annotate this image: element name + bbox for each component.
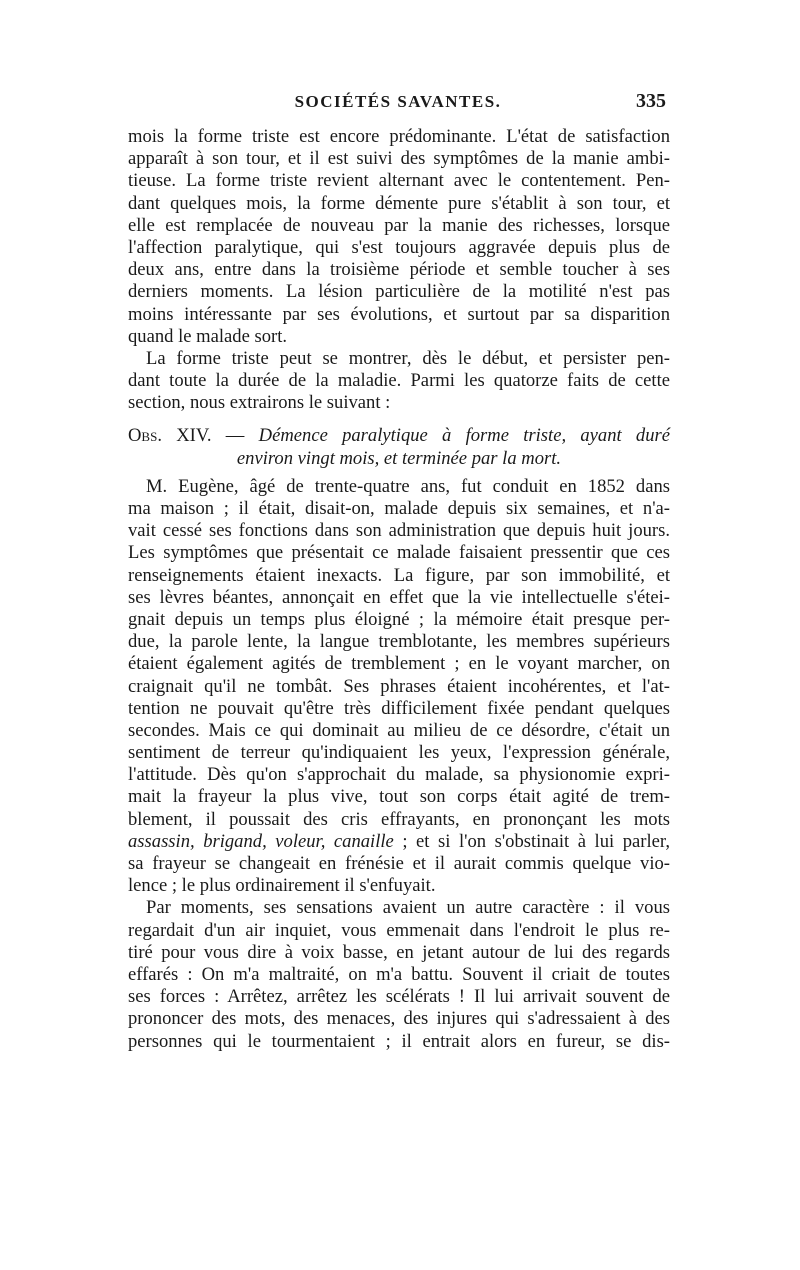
spacer (128, 414, 670, 425)
text-line: renseignements étaient inexacts. La figure, par son immobilité, et (128, 564, 670, 586)
text-line: tieuse. La forme triste revient alternant avec le contentement. Pen- (128, 170, 670, 192)
text-line: ses lèvres béantes, annonçait en effet que la vie intellectuelle s'étei- (128, 586, 670, 608)
text-line: blement, il poussait des cris effrayants, en prononçant les mots (128, 808, 670, 830)
text-line: effarés : On m'a maltraité, on m'a battu. Souvent il criait de toutes (128, 963, 670, 985)
text-line: mait la frayeur la plus vive, tout son corps était agité de trem- (128, 786, 670, 808)
text-line: sentiment de terreur qu'indiquaient les yeux, l'expression générale, (128, 742, 670, 764)
observation-label: Obs. XIV. (128, 425, 212, 447)
observation-title-line-2: environ vingt mois, et terminée par la mort. (236, 447, 562, 469)
running-title: SOCIÉTÉS SAVANTES. (294, 92, 502, 111)
text-line: gnait depuis un temps plus éloigné ; la mémoire était presque per- (128, 608, 670, 630)
text-line: ses forces : Arrêtez, arrêtez les scélérats ! Il lui arrivait souvent de (128, 986, 670, 1008)
text-line: sa frayeur se changeait en frénésie et il aurait commis quelque vio- (128, 853, 670, 874)
text-line: quand le malade sort. (128, 325, 288, 347)
text-line: dant toute la durée de la maladie. Parmi les quatorze faits de cette (128, 370, 670, 392)
text-line: personnes qui le tourmentaient ; il entrait alors en fureur, se dis- (128, 1030, 670, 1052)
text-line: secondes. Mais ce qui dominait au milieu de ce désordre, c'était un (128, 719, 670, 741)
text-line: mois la forme triste est encore prédominante. L'état de satisfaction (128, 126, 670, 147)
text-line: regardait d'un air inquiet, vous emmenait dans l'endroit le plus re- (128, 919, 670, 941)
text-line: lence ; le plus ordinairement il s'enfuyait. (128, 875, 436, 897)
observation-heading (128, 425, 670, 469)
text-line: l'attitude. Dès qu'on s'approchait du malade, sa physionomie expri- (128, 764, 670, 786)
page-header (128, 92, 668, 118)
line-rest: ; et si l'on s'obstinait à lui parler, (393, 830, 670, 852)
text-line: apparaît à son tour, et il est suivi des symptômes de la manie ambi- (128, 148, 670, 170)
text-line (128, 831, 670, 853)
text-line: due, la parole lente, la langue tremblotante, les membres supérieurs (128, 631, 670, 653)
text-line: deux ans, entre dans la troisième période et semble toucher à ses (128, 259, 670, 281)
page-number: 335 (636, 90, 666, 112)
body-text (128, 126, 670, 1053)
observation-dash: — (225, 425, 245, 447)
text-line: dant quelques mois, la forme démente pure s'établit à son tour, et (128, 192, 670, 214)
text-line: derniers moments. La lésion particulière de la motilité n'est pas (128, 281, 670, 303)
text-line: l'affection paralytique, qui s'est toujours aggravée depuis plus de (128, 236, 670, 258)
italic-words: assassin, brigand, voleur, canaille (128, 830, 394, 852)
text-line: tiré pour vous dire à voix basse, en jetant autour de lui des regards (128, 941, 670, 963)
text-line: Par moments, ses sensations avaient un autre caractère : il vous (146, 897, 670, 919)
text-line: Les symptômes que présentait ce malade faisaient pressentir que ces (128, 542, 670, 564)
text-line: vait cessé ses fonctions dans son administration que depuis huit jours. (128, 520, 670, 542)
text-line: moins intéressante par ses évolutions, et surtout par sa disparition (128, 303, 670, 325)
paragraph-1 (128, 126, 670, 348)
text-line: tention ne pouvait qu'être très difficilement fixée pendant quelques (128, 697, 670, 719)
text-line: craignait qu'il ne tombât. Ses phrases étaient incohérentes, et l'at- (128, 675, 670, 697)
text-line: La forme triste peut se montrer, dès le début, et persister pen- (146, 347, 670, 369)
text-line: prononcer des mots, des menaces, des injures qui s'adressaient à des (128, 1008, 670, 1030)
observation-title-line-1 (128, 425, 670, 447)
text-line: M. Eugène, âgé de trente-quatre ans, fut conduit en 1852 dans (146, 475, 670, 497)
text-line: étaient également agités de tremblement ; en le voyant marcher, on (128, 653, 670, 675)
text-line: section, nous extrairons le suivant : (128, 392, 391, 414)
paragraph-3 (128, 476, 670, 898)
observation-title: Démence paralytique à forme triste, ayant duré (258, 425, 670, 447)
paragraph-2 (128, 348, 670, 415)
paragraph-4 (128, 897, 670, 1052)
text-line: ma maison ; il était, disait-on, malade depuis six semaines, et n'a- (128, 498, 670, 519)
text-line: elle est remplacée de nouveau par la manie des richesses, lorsque (128, 214, 670, 236)
